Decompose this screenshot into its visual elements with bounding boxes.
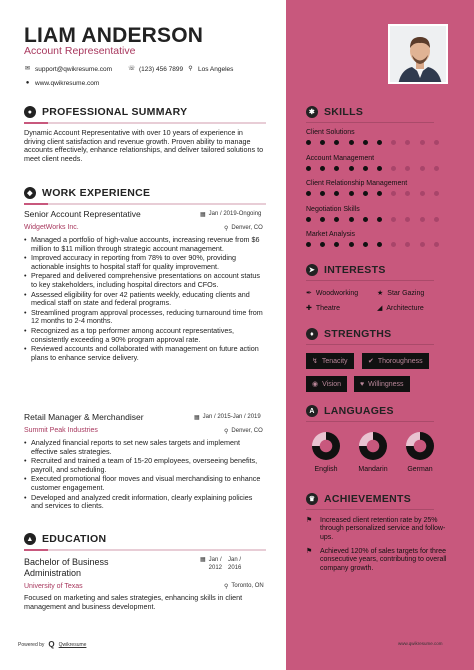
interests-divider xyxy=(306,280,434,281)
date-part: 2016 xyxy=(228,564,242,571)
experience-title: WORK EXPERIENCE xyxy=(42,187,151,199)
rating-dot xyxy=(306,166,311,171)
achievement-text: Achieved 120% of sales targets for three consecutive years, contributing to overall company growth. xyxy=(320,548,447,572)
skills-title: SKILLS xyxy=(324,106,364,118)
rating-dot xyxy=(405,191,410,196)
powered-by-text: Powered by xyxy=(18,641,45,648)
language-item xyxy=(351,432,395,473)
interests-heading xyxy=(306,264,386,276)
pin-icon: ⚲ xyxy=(224,429,229,435)
rating-dot xyxy=(363,166,368,171)
rating-dot xyxy=(391,217,396,222)
list-item: • Recruited and trained a team of 15-20 employees, overseeing benefits, payroll, and scheduling. xyxy=(24,457,266,474)
graduation-cap-icon: ▲ xyxy=(24,533,36,545)
language-level-ring xyxy=(359,432,387,460)
brand-name: Qwikresume xyxy=(58,641,87,648)
summary-title: PROFESSIONAL SUMMARY xyxy=(42,106,188,118)
experience-heading xyxy=(24,187,150,199)
user-icon: ● xyxy=(24,106,36,118)
achievements-title: ACHIEVEMENTS xyxy=(324,493,412,505)
list-item: • Streamlined program approval processes, reducing turnaround time from 12 months to 2-4 months. xyxy=(24,309,266,326)
rating-dot xyxy=(334,217,339,222)
achievements-heading xyxy=(306,493,411,505)
language-level-ring xyxy=(406,432,434,460)
rating-dot xyxy=(334,242,339,247)
skill-rating xyxy=(306,242,439,247)
interest-item xyxy=(306,289,358,297)
language-name: German xyxy=(407,466,433,473)
rating-dot xyxy=(334,140,339,145)
rating-dot xyxy=(306,242,311,247)
rating-dot xyxy=(349,191,354,196)
degree-line: Bachelor of Business xyxy=(24,557,109,567)
heart-icon: ♥ xyxy=(360,380,365,388)
rating-dot xyxy=(363,140,368,145)
language-level-ring xyxy=(312,432,340,460)
rating-dot xyxy=(377,242,382,247)
qwikresume-logo-icon: Q xyxy=(48,640,55,649)
rating-dot xyxy=(420,166,425,171)
list-item: • Developed and analyzed credit information, clearly explaining policies and services to clients. xyxy=(24,494,266,511)
skill-rating xyxy=(306,191,439,196)
rating-dot xyxy=(405,242,410,247)
rating-dot xyxy=(363,217,368,222)
interest-label: Woodworking xyxy=(315,289,359,297)
profile-photo xyxy=(388,24,448,84)
calendar-icon: ▦ xyxy=(200,557,206,563)
language-item xyxy=(398,432,442,473)
list-item: • Reviewed accounts and collaborated with management on future action plans to enhance service delivery. xyxy=(24,345,266,362)
strength-label: Thoroughness xyxy=(377,357,423,365)
rating-dot xyxy=(405,166,410,171)
achievement-item xyxy=(306,517,456,542)
education-location xyxy=(224,583,264,590)
rating-dot xyxy=(434,242,439,247)
rating-dot xyxy=(306,217,311,222)
paper-plane-icon: ➤ xyxy=(306,264,318,276)
rating-dot xyxy=(349,140,354,145)
building-icon: ◢ xyxy=(377,305,383,312)
list-item: • Assessed eligibility for over 42 patients weekly, educating clients and medical staff on state and federal programs. xyxy=(24,291,266,308)
rating-dot xyxy=(420,140,425,145)
job-dates xyxy=(194,414,261,421)
job-title: Retail Manager & Merchandiser xyxy=(24,412,144,422)
education-dates-end xyxy=(228,557,241,572)
email-text: support@qwikresume.com xyxy=(35,66,113,73)
bolt-icon: ↯ xyxy=(312,358,318,365)
rating-dot xyxy=(377,140,382,145)
flag-icon: ⚑ xyxy=(306,517,313,524)
candidate-role: Account Representative xyxy=(24,45,136,57)
languages-title: LANGUAGES xyxy=(324,405,394,417)
rating-dot xyxy=(363,191,368,196)
degree-line: Administration xyxy=(24,568,82,578)
list-item: • Analyzed financial reports to set new sales targets and implement effective sales strategies. xyxy=(24,439,266,456)
education-text: Focused on marketing and sales strategies, enhancing skills in client management and business development. xyxy=(24,593,243,611)
interest-label: Theatre xyxy=(315,304,340,312)
strength-tag xyxy=(306,353,354,369)
rating-dot xyxy=(420,191,425,196)
skill-rating xyxy=(306,217,439,222)
list-item: • Managed a portfolio of high-value accounts, increasing revenue from $6 million to $11 million through strategic account management. xyxy=(24,236,266,253)
education-location-text: Toronto, ON xyxy=(231,583,264,589)
rating-dot xyxy=(320,140,325,145)
education-heading xyxy=(24,533,106,545)
strength-label: Tenacity xyxy=(321,357,348,365)
list-item: • Prepared and delivered comprehensive presentations on account status to key stakeholders, including hospital directors and CFOs. xyxy=(24,272,266,289)
job-title: Senior Account Representative xyxy=(24,209,141,219)
languages-divider xyxy=(306,421,434,422)
email-contact[interactable] xyxy=(24,66,112,73)
achievements-divider xyxy=(306,509,434,510)
experience-divider xyxy=(24,203,266,205)
rating-dot xyxy=(349,166,354,171)
education-dates-start xyxy=(209,557,222,572)
strength-label: Vision xyxy=(322,380,342,388)
school-name: University of Texas xyxy=(24,583,83,590)
interest-label: Star Gazing xyxy=(387,289,425,297)
skill-name: Market Analysis xyxy=(306,231,356,238)
rating-dot xyxy=(363,242,368,247)
job-dates-text: Jan / 2019-Ongoing xyxy=(208,211,262,217)
job-location-text: Denver, CO xyxy=(231,428,263,434)
footer-brand[interactable] xyxy=(18,640,86,649)
job-dates xyxy=(200,211,261,218)
job-dates-text: Jan / 2015-Jan / 2019 xyxy=(202,414,261,420)
achievement-item xyxy=(306,548,456,573)
strength-label: Willingness xyxy=(368,380,404,388)
skills-heading xyxy=(306,106,363,118)
skill-rating xyxy=(306,166,439,171)
strengths-heading xyxy=(306,328,391,340)
job-location-text: Denver, CO xyxy=(231,225,263,231)
interest-item xyxy=(377,304,424,312)
interest-item xyxy=(377,289,424,297)
strength-tag xyxy=(306,376,347,392)
job-location xyxy=(224,225,263,232)
skill-rating xyxy=(306,140,439,145)
trophy-icon: ♛ xyxy=(306,493,318,505)
ticket-icon: ✚ xyxy=(306,305,312,312)
envelope-icon: ✉ xyxy=(24,66,31,72)
date-part: 2012 xyxy=(208,564,223,571)
candidate-name: LIAM ANDERSON xyxy=(24,24,204,47)
skill-name: Account Management xyxy=(306,154,375,162)
rating-dot xyxy=(420,217,425,222)
rating-dot xyxy=(391,242,396,247)
languages-heading xyxy=(306,405,394,417)
calendar-icon: ▦ xyxy=(194,415,200,421)
lightbulb-icon: ✱ xyxy=(306,106,318,118)
list-item: • Improved accuracy in reporting from 78% to over 90%, providing actionable insights to hospital staff for quality improvement. xyxy=(24,254,266,271)
date-part: Jan / xyxy=(228,557,242,563)
achievement-text: Increased client retention rate by 25% through personalized service and follow-ups. xyxy=(320,517,446,541)
footer-url[interactable]: www.qwikresume.com xyxy=(398,641,443,646)
interest-label: Architecture xyxy=(386,304,424,312)
interests-title: INTERESTS xyxy=(324,264,386,276)
rating-dot xyxy=(377,191,382,196)
flag-icon: ⚑ xyxy=(306,548,313,555)
pin-icon: ⚲ xyxy=(224,226,229,232)
rating-dot xyxy=(320,191,325,196)
rating-dot xyxy=(349,242,354,247)
rating-dot xyxy=(320,217,325,222)
education-dates xyxy=(200,557,241,572)
website-text: www.qwikresume.com xyxy=(35,80,100,87)
rating-dot xyxy=(434,166,439,171)
rating-dot xyxy=(334,166,339,171)
skills-divider xyxy=(306,122,434,123)
list-item: • Recognized as a top performer among account representatives, consistently exceeding a 90% program approval rate. xyxy=(24,327,266,344)
job-bullets xyxy=(24,236,266,363)
education-title: EDUCATION xyxy=(42,533,107,545)
phone-icon: ☏ xyxy=(128,66,136,72)
rating-dot xyxy=(349,217,354,222)
education-divider xyxy=(24,549,266,551)
check-icon: ✔ xyxy=(368,358,374,365)
hammer-icon: ✒ xyxy=(306,290,312,297)
strengths-divider xyxy=(306,344,434,345)
pin-icon: ⚲ xyxy=(188,66,193,72)
job-company: Summit Peak Industries xyxy=(24,427,98,434)
briefcase-icon: ◆ xyxy=(24,187,36,199)
globe-icon: ● xyxy=(25,80,30,86)
rating-dot xyxy=(434,191,439,196)
location-contact xyxy=(187,66,233,73)
rating-dot xyxy=(420,242,425,247)
list-item: • Executed promotional floor moves and visual merchandising to enhance customer engagement. xyxy=(24,475,266,492)
rating-dot xyxy=(306,140,311,145)
strength-tag xyxy=(362,353,429,369)
rating-dot xyxy=(391,166,396,171)
skill-name: Client Relationship Management xyxy=(306,180,408,187)
job-company: WidgetWorks Inc. xyxy=(24,224,79,231)
summary-text: Dynamic Account Representative with over 10 years of experience in driving client satisfaction and revenue growth. Proven ability to manage accounts effectively, enhance relationships, and deliver tailored solutions to meet client needs. xyxy=(24,128,264,163)
location-text: Los Angeles xyxy=(198,66,234,73)
date-part: Jan / xyxy=(208,557,222,563)
rating-dot xyxy=(391,140,396,145)
calendar-icon: ▦ xyxy=(200,212,206,218)
job-bullets xyxy=(24,439,266,512)
skill-name: Negotiation Skills xyxy=(306,205,360,213)
skill-name: Client Solutions xyxy=(306,129,355,136)
language-name: Mandarin xyxy=(358,466,388,473)
job-location xyxy=(224,428,263,435)
rating-dot xyxy=(434,217,439,222)
rating-dot xyxy=(320,166,325,171)
summary-heading xyxy=(24,106,187,118)
pin-icon: ⚲ xyxy=(224,584,229,590)
summary-divider xyxy=(24,122,266,124)
star-icon: ★ xyxy=(377,290,384,297)
translate-icon: A xyxy=(306,405,318,417)
rating-dot xyxy=(391,191,396,196)
degree-title xyxy=(24,557,109,579)
rating-dot xyxy=(306,191,311,196)
rating-dot xyxy=(377,166,382,171)
rating-dot xyxy=(334,191,339,196)
rating-dot xyxy=(405,217,410,222)
rating-dot xyxy=(377,217,382,222)
rating-dot xyxy=(320,242,325,247)
phone-text: (123) 456 7899 xyxy=(139,66,184,73)
strength-tag xyxy=(354,376,410,392)
eye-icon: ◉ xyxy=(312,381,319,388)
language-item xyxy=(304,432,348,473)
strengths-title: STRENGTHS xyxy=(324,328,392,340)
dumbbell-icon: ♦ xyxy=(306,328,318,340)
interest-item xyxy=(306,304,340,312)
phone-contact xyxy=(128,66,183,73)
rating-dot xyxy=(434,140,439,145)
language-name: English xyxy=(314,466,338,473)
rating-dot xyxy=(405,140,410,145)
website-contact[interactable] xyxy=(24,80,99,87)
